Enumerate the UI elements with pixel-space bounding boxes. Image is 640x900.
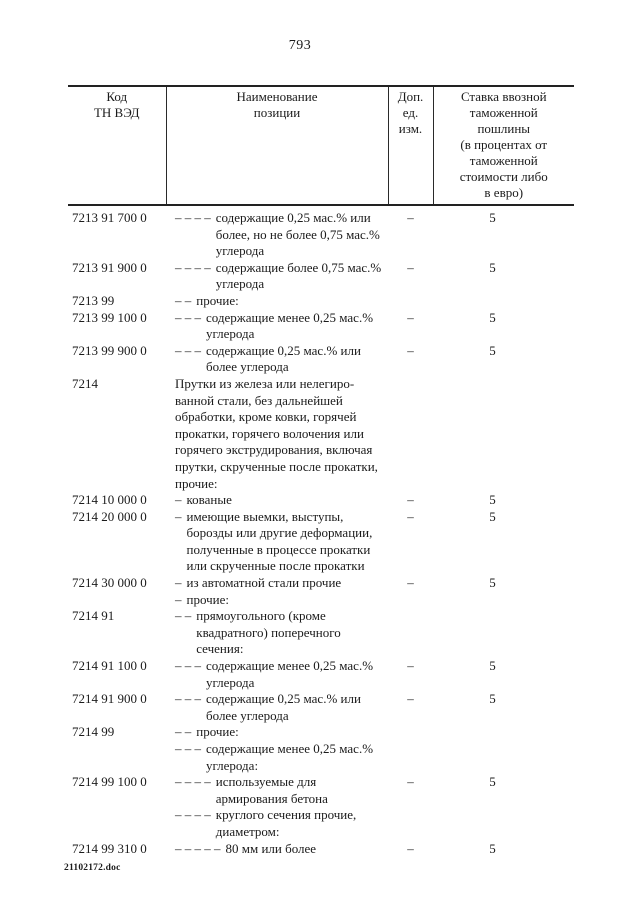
table-row: [68, 724, 574, 741]
footer-filename: 21102172.doc: [64, 863, 121, 873]
description-cell: [166, 658, 388, 691]
hierarchy-dashes: – – – –: [175, 774, 211, 790]
description-text: используемые для армирования бетона: [215, 774, 328, 806]
description: [175, 724, 388, 741]
description: [175, 575, 388, 592]
description-text: содержащие менее 0,25 мас.% углерода: [206, 309, 374, 342]
hierarchy-dashes: –: [175, 492, 182, 508]
hierarchy-dashes: – – – –: [175, 807, 211, 823]
hierarchy-dashes: – – – –: [175, 259, 211, 275]
table-row: [68, 492, 574, 509]
col-header-name: Наименование позиции: [166, 86, 388, 205]
header-row: [68, 86, 574, 205]
description-text: Прутки из железа или нелегиро- ванной стали, без дальнейшей обработки, кроме ковки, горячей прокатки, горячего волочения или горячего экструдирования, включая прутки, скрученные после прокатки, прочие:: [175, 375, 378, 491]
code-cell: [68, 592, 166, 609]
rate-cell: [433, 592, 574, 609]
rate-cell: 5: [489, 259, 496, 275]
description: [175, 658, 388, 691]
rate-cell: [433, 807, 574, 840]
description-text: прямоугольного (кроме квадратного) поперечного сечения:: [196, 608, 341, 657]
rate-cell: 5: [489, 309, 496, 325]
hierarchy-dashes: – – –: [175, 342, 201, 358]
hierarchy-dashes: – – – –: [175, 210, 211, 225]
code-cell: 7213 91 900 0: [72, 259, 147, 275]
table-row: [68, 310, 574, 343]
col-header-unit: Доп. ед. изм.: [388, 86, 433, 205]
description-cell: [166, 492, 388, 509]
code-cell: 7213 99 900 0: [72, 342, 147, 358]
rate-cell: 5: [489, 774, 496, 790]
rate-cell: 5: [489, 492, 496, 508]
hierarchy-dashes: – – –: [175, 741, 201, 756]
description-cell: [166, 205, 388, 260]
hierarchy-dashes: – – – – –: [175, 840, 221, 856]
description: [175, 774, 388, 807]
unit-cell: –: [407, 774, 414, 790]
table-row: [68, 741, 574, 774]
description-text: круглого сечения прочие, диаметром:: [215, 807, 357, 839]
description: [175, 741, 388, 774]
table-row: [68, 691, 574, 724]
unit-cell: –: [407, 508, 414, 524]
description-cell: [166, 807, 388, 840]
unit-cell: –: [407, 840, 414, 856]
description-cell: [166, 608, 388, 658]
unit-cell: –: [407, 492, 414, 508]
description-text: из автоматной стали прочие: [186, 575, 342, 591]
unit-cell: [388, 741, 433, 774]
hierarchy-dashes: –: [175, 575, 182, 591]
table-row: [68, 608, 574, 658]
description-text: прочие:: [186, 591, 229, 607]
description-text: 80 мм или более: [225, 840, 317, 856]
hierarchy-dashes: –: [175, 591, 182, 607]
description: [175, 310, 388, 343]
rate-cell: 5: [489, 691, 496, 707]
code-cell: 7214: [72, 375, 98, 391]
description-cell: [166, 741, 388, 774]
code-cell: 7213 99: [72, 292, 115, 308]
table-row: [68, 774, 574, 807]
description-text: кованые: [186, 492, 232, 508]
description: [175, 376, 388, 492]
description: [175, 260, 388, 293]
table-row: [68, 841, 574, 858]
description-cell: [166, 592, 388, 609]
rate-cell: 5: [489, 210, 496, 225]
description-text: содержащие более 0,75 мас.% углерода: [215, 259, 382, 292]
unit-cell: –: [407, 259, 414, 275]
description: [175, 608, 388, 658]
description-cell: [166, 724, 388, 741]
hierarchy-dashes: – –: [175, 292, 192, 308]
code-cell: 7214 91 900 0: [72, 691, 147, 707]
rate-cell: [433, 608, 574, 658]
unit-cell: [388, 293, 433, 310]
page-number: 793: [288, 38, 312, 53]
description: [175, 210, 388, 260]
hierarchy-dashes: – – –: [175, 691, 201, 707]
code-cell: [68, 807, 166, 840]
unit-cell: [388, 592, 433, 609]
description: [175, 509, 388, 575]
description-cell: [166, 376, 388, 492]
description: [175, 691, 388, 724]
rate-cell: [433, 293, 574, 310]
code-cell: 7214 20 000 0: [72, 508, 147, 524]
unit-cell: [388, 724, 433, 741]
table-row: [68, 658, 574, 691]
rate-cell: [433, 724, 574, 741]
description-text: прочие:: [196, 292, 239, 308]
rate-cell: 5: [489, 508, 496, 524]
description-text: имеющие выемки, выступы, борозды или другие деформации, полученные в процессе прокатки или скрученные после прокатки: [186, 508, 373, 574]
unit-cell: –: [407, 210, 414, 225]
description: [175, 841, 388, 858]
rate-cell: 5: [489, 840, 496, 856]
description: [175, 807, 388, 840]
tariff-table: [68, 85, 574, 857]
code-cell: 7214 91 100 0: [72, 658, 147, 674]
code-cell: [68, 741, 166, 774]
table-row: [68, 343, 574, 376]
table-row: [68, 260, 574, 293]
description-text: содержащие менее 0,25 мас.% углерода:: [206, 741, 374, 773]
description: [175, 343, 388, 376]
description: [175, 293, 388, 310]
table-row: [68, 509, 574, 575]
description: [175, 492, 388, 509]
unit-cell: –: [407, 342, 414, 358]
table-row: [68, 205, 574, 260]
unit-cell: [388, 807, 433, 840]
hierarchy-dashes: – –: [175, 724, 192, 740]
unit-cell: –: [407, 691, 414, 707]
hierarchy-dashes: – – –: [175, 309, 201, 325]
code-cell: 7214 30 000 0: [72, 575, 147, 591]
description-text: содержащие менее 0,25 мас.% углерода: [206, 658, 374, 690]
description-text: содержащие 0,25 мас.% или более, но не более 0,75 мас.% углерода: [215, 210, 380, 259]
rate-cell: [433, 376, 574, 492]
unit-cell: –: [407, 309, 414, 325]
code-cell: 7214 10 000 0: [72, 492, 147, 508]
unit-cell: –: [407, 575, 414, 591]
description-cell: [166, 293, 388, 310]
description-cell: [166, 691, 388, 724]
description-text: прочие:: [196, 724, 239, 740]
col-header-code: Код ТН ВЭД: [68, 86, 166, 205]
code-cell: 7214 99 100 0: [72, 774, 147, 790]
hierarchy-dashes: –: [175, 508, 182, 524]
rate-cell: 5: [489, 575, 496, 591]
table-row: [68, 592, 574, 609]
rate-cell: 5: [489, 342, 496, 358]
code-cell: 7213 99 100 0: [72, 309, 147, 325]
description-cell: [166, 509, 388, 575]
description-text: содержащие 0,25 мас.% или более углерода: [206, 342, 361, 375]
rate-cell: [433, 741, 574, 774]
table-header: [68, 86, 574, 205]
col-header-rate: Ставка ввозной таможенной пошлины (в процентах от таможенной стоимости либо в евро): [433, 86, 574, 205]
code-cell: 7214 99: [72, 724, 115, 740]
description-cell: [166, 774, 388, 807]
unit-cell: –: [407, 658, 414, 674]
description-cell: [166, 260, 388, 293]
hierarchy-dashes: – –: [175, 608, 192, 624]
unit-cell: [388, 376, 433, 492]
code-cell: 7213 91 700 0: [72, 210, 147, 225]
hierarchy-dashes: – – –: [175, 658, 201, 674]
description-cell: [166, 310, 388, 343]
table-row: [68, 575, 574, 592]
description-text: содержащие 0,25 мас.% или более углерода: [206, 691, 361, 723]
description-cell: [166, 841, 388, 858]
table-row: [68, 293, 574, 310]
table-body: [68, 205, 574, 857]
description-cell: [166, 575, 388, 592]
description: [175, 592, 388, 609]
code-cell: 7214 91: [72, 608, 115, 624]
table-row: [68, 376, 574, 492]
code-cell: 7214 99 310 0: [72, 840, 147, 856]
description-cell: [166, 343, 388, 376]
rate-cell: 5: [489, 658, 496, 674]
unit-cell: [388, 608, 433, 658]
table-row: [68, 807, 574, 840]
